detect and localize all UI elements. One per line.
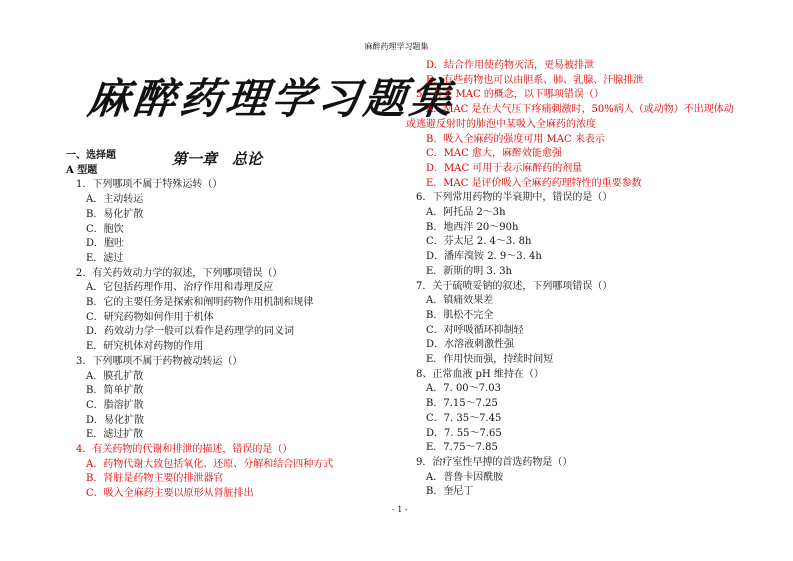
option-text: A．它包括药理作用、治疗作用和毒理反应 — [86, 282, 274, 294]
option-text: E．MAC 是评价吸入全麻药药理特性的重要参数 — [426, 177, 642, 189]
document-title: 麻醉药理学习题集 — [85, 74, 459, 123]
option-text: D．结合作用使药物灭活，更易被排泄 — [426, 60, 595, 71]
option-text: E．7.75～7.85 — [426, 442, 498, 454]
question-text: 3．下列哪项不属于药物被动转运（） — [76, 355, 243, 367]
option-text: A．普鲁卡因酰胺 — [426, 471, 504, 483]
left-column — [66, 149, 333, 502]
option-text: B．简单扩散 — [86, 385, 144, 397]
option-text: D．MAC 可用于表示麻醉药的剂量 — [426, 162, 583, 174]
option-text: D．药效动力学一般可以看作是药理学的同义词 — [86, 326, 295, 338]
option-text: A．7. 00～7.03 — [426, 383, 501, 395]
section-heading: A 型题 — [66, 164, 98, 176]
option-text: D．水溶液刺激性强 — [426, 339, 515, 351]
option-text: B．7.15～7.25 — [426, 398, 498, 410]
option-text: B．它的主要任务是探索和阐明药物作用机制和规律 — [86, 297, 314, 309]
option-text: A．MAC 是在大气压下疼痛刺激时，50%病人（或动物）不出现体动 — [426, 104, 734, 116]
option-text: C．脂溶扩散 — [86, 399, 144, 411]
option-text: D．胞吐 — [86, 238, 125, 250]
option-text: E．作用快而强，持续时间短 — [426, 354, 554, 366]
option-text: C．对呼吸循环抑制轻 — [426, 324, 524, 336]
option-text: B．肌松不完全 — [426, 309, 494, 321]
question-text: 6．下列常用药物的半衰期中，错误的是（） — [416, 192, 613, 204]
option-text: C．研究药物如何作用于机体 — [86, 311, 214, 323]
question-text: 8、正常血液 pH 维持在（） — [416, 368, 544, 380]
option-text: E．滤过扩散 — [86, 429, 144, 441]
question-text: 2．有关药效动力学的叙述，下列哪项错误（） — [76, 267, 283, 279]
option-text: A．镇痛效果差 — [426, 295, 494, 307]
option-text: C．吸入全麻药主要以原形从肾脏排出 — [86, 488, 254, 500]
right-column — [406, 59, 736, 500]
option-text: C．芬太尼 2. 4～3. 8h — [426, 236, 532, 248]
page-number: - 1 - — [392, 505, 408, 514]
section-heading: 一、选择题 — [66, 150, 116, 161]
option-text: E．滤过 — [86, 252, 124, 264]
option-text: D．潘库溴铵 2. 9～3. 4h — [426, 251, 542, 263]
option-text: A．膜孔扩散 — [86, 370, 144, 382]
option-text: A．药物代谢大致包括氧化、还原、分解和结合四种方式 — [86, 458, 334, 470]
question-text: 9．治疗室性早搏的首选药物是（） — [416, 456, 573, 468]
option-text: D．易化扩散 — [86, 414, 145, 426]
option-text: C．7. 35～7.45 — [426, 412, 502, 424]
option-text: B．地西泮 20～90h — [426, 221, 519, 233]
option-text: B．奎尼丁 — [426, 486, 474, 498]
option-text: B．肾脏是药物主要的排泄器官 — [86, 473, 224, 485]
option-text: A．阿托品 2～3h — [426, 207, 506, 219]
page-header: 麻醉药理学习题集 — [364, 42, 429, 51]
option-text: D．7. 55～7.65 — [426, 427, 502, 439]
option-text: E．研究机体对药物的作用 — [86, 341, 204, 353]
question-text: 4．有关药物的代谢和排泄的描述，错误的是（） — [76, 444, 293, 456]
option-text: A．主动转运 — [86, 194, 144, 206]
option-text: B．易化扩散 — [86, 208, 144, 220]
question-text: 1．下列哪项不属于特殊运转（） — [76, 179, 223, 191]
option-text: E．新斯的明 3. 3h — [426, 265, 513, 277]
chapter-heading: 第一章 总论 — [172, 150, 263, 168]
option-text: B．吸入全麻药的强度可用 MAC 来表示 — [426, 133, 605, 145]
option-text: C．MAC 愈大，麻醉效能愈强 — [426, 148, 562, 160]
option-text: 或逃避反射时的肺泡中某吸入全麻药的浓度 — [406, 118, 596, 130]
question-text: 5．有关 MAC 的概念，以下哪项错误（） — [416, 89, 604, 101]
option-text: C．胞饮 — [86, 223, 124, 235]
question-text: 7．关于硫喷妥钠的叙述，下列哪项错误（） — [416, 280, 613, 292]
option-text: E．有些药物也可以由胆系、肺、乳腺、汗腺排泄 — [426, 74, 644, 86]
